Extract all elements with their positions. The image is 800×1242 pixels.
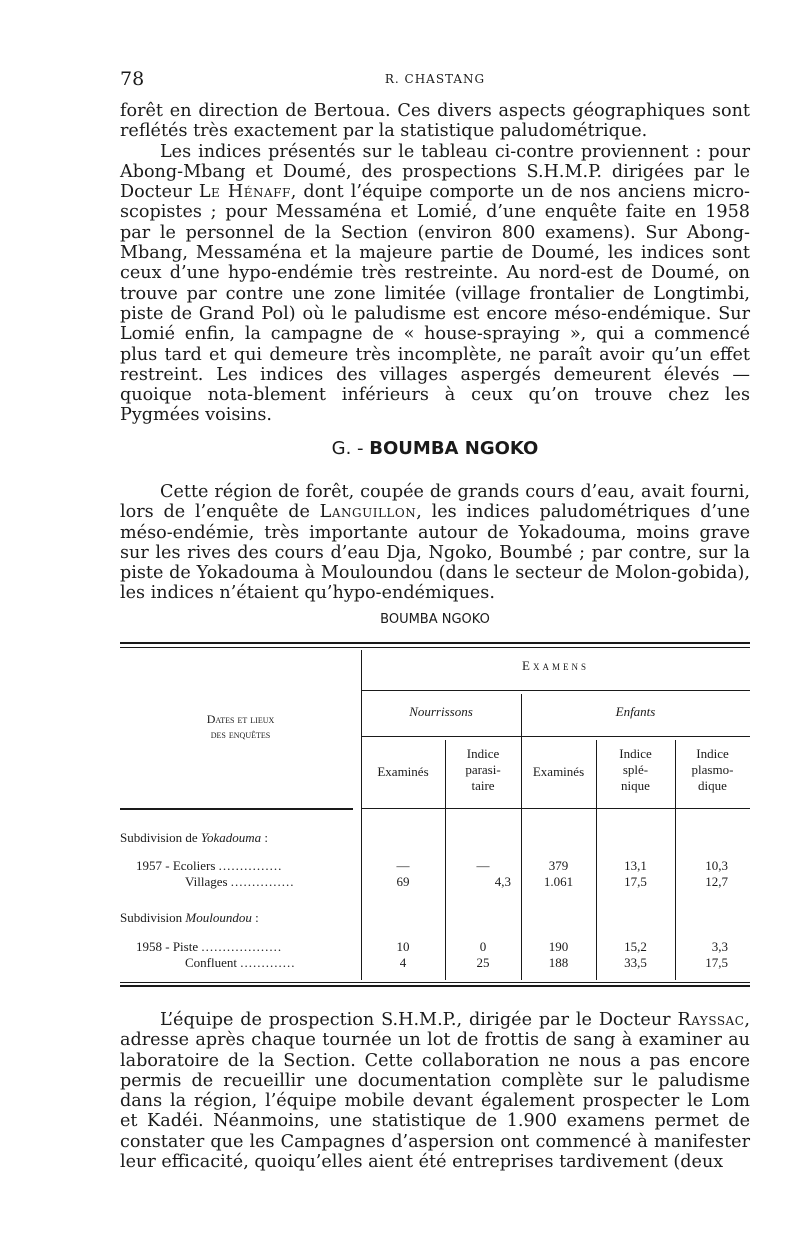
header-rule — [361, 736, 750, 737]
group-heading: Subdivision Mouloundou : — [120, 910, 259, 925]
table-row-label: Confluent ............. — [185, 955, 296, 970]
col-head-indice-parasitaire: Indice parasi- taire — [465, 746, 501, 793]
author-name: Rayssac — [677, 1010, 745, 1030]
paragraph: Les indices présentés sur le tableau ci-contre proviennent : pour Abong-Mbang et Doumé, des prospections S.H.M.P. dirigées par le Docteur Le Hénaff, dont l’équipe comporte un de nos anciens micro-scopistes ; pour Messaména et Lomié, d’une enquête faite en 1958 par le personnel de la Section (environ 800 examens). Sur Abong-Mbang, Messaména et la majeure partie de Doumé, les indices sont ceux d’une hypo-endémie très restreinte. Au nord-est de Doumé, on trouve par contre une zone limitée (village frontalier de Longtimbi, piste de Grand Pol) où le paludisme est encore méso-endémique. Sur Lomié enfin, la campagne de « house-spraying », qui a commencé plus tard et qui demeure très incomplète, ne paraît avoir qu’un effet restreint. Les indices des villages aspergés demeurent élevés — quoique nota-blement inférieurs à ceux qu’on trouve chez les Pygmées voisins. — [120, 141, 750, 426]
page-number: 78 — [120, 68, 145, 90]
body-text-bottom — [120, 1010, 750, 1172]
header-rule — [361, 808, 750, 809]
table-cell: 4,3 — [494, 874, 511, 889]
table-cell: 69 — [396, 874, 410, 889]
data-table — [120, 642, 750, 987]
table-cell: 379 — [548, 858, 569, 873]
table-cell: 12,7 — [705, 874, 728, 889]
table-row-label: Villages ............... — [185, 874, 295, 889]
table-cell: 25 — [476, 955, 490, 970]
section-heading: G. - BOUMBA NGOKO — [331, 438, 539, 459]
table-cell: 0 — [479, 939, 487, 954]
table-cell: 13,1 — [624, 858, 647, 873]
enfants-heading: Enfants — [615, 704, 656, 719]
col-head-examines-enfants: Examinés — [532, 764, 585, 779]
table-cell: 3,3 — [711, 939, 728, 954]
header-rule — [361, 690, 750, 691]
table-rule-bottom — [120, 985, 750, 987]
table-cell: — — [476, 858, 490, 873]
table-caption: BOUMBA NGOKO — [380, 612, 490, 627]
paragraph: forêt en direction de Bertoua. Ces divers aspects géographiques sont reflétés très exactement par la statistique paludométrique. — [120, 101, 750, 142]
col-head-examines-nourrissons: Examinés — [377, 764, 429, 779]
col-head-indice-splenique: Indice splé- nique — [619, 746, 652, 793]
nourrissons-heading: Nourrissons — [409, 704, 473, 719]
table-cell: 10 — [396, 939, 410, 954]
table-cell: 17,5 — [624, 874, 647, 889]
header-rule — [120, 808, 353, 810]
table-cell: 17,5 — [705, 955, 728, 970]
table-cell: 10,3 — [705, 858, 728, 873]
table-cell: 190 — [548, 939, 569, 954]
table-cell: 1.061 — [543, 874, 574, 889]
table-row-label: 1957 - Ecoliers ............... — [136, 858, 283, 873]
table-rule-top-thin — [120, 647, 750, 648]
table-cell: 188 — [548, 955, 569, 970]
table-rule-top — [120, 642, 750, 644]
col-head-indice-plasmodique: Indice plasmo- dique — [691, 746, 734, 793]
examens-heading: Examens — [522, 658, 589, 673]
running-head — [120, 68, 750, 92]
running-title: R. CHASTANG — [384, 72, 486, 86]
table-cell: 4 — [399, 955, 407, 970]
author-name: Languillon — [319, 502, 417, 523]
group-heading: Subdivision de Yokadouma : — [120, 830, 268, 845]
table-cell: 15,2 — [624, 939, 647, 954]
author-name: Le Hénaff — [198, 182, 291, 203]
dates-heading: Dates et lieux des enquêtes — [206, 712, 275, 741]
body-text-middle — [120, 482, 750, 604]
table-row-label: 1958 - Piste ................... — [136, 939, 283, 954]
paragraph: Cette région de forêt, coupée de grands cours d’eau, avait fourni, lors de l’enquête de Languillon, les indices paludométriques d’une méso-endémie, très importante autour de Yokadouma, moins grave sur les rives des cours d’eau Dja, Ngoko, Boumbé ; par contre, sur la piste de Yokadouma à Mouloundou (dans le secteur de Molon-gobida), les indices n’étaient qu’hypo-endémiques. — [120, 482, 750, 604]
table-rule-bottom-thin — [120, 982, 750, 983]
table-cell: 33,5 — [624, 955, 647, 970]
paragraph: L’équipe de prospection S.H.M.P., dirigée par le Docteur Rayssac, adresse après chaque tournée un lot de frottis de sang à examiner au laboratoire de la Section. Cette collaboration ne nous a pas encore permis de recueillir une documentation complète sur le paludisme dans la région, l’équipe mobile devant également prospecter le Lom et Kadéi. Néanmoins, une statistique de 1.900 examens permet de constater que les Campagnes d’aspersion ont commencé à manifester leur efficacité, quoiqu’elles aient été entreprises tardivement (deux — [120, 1010, 750, 1173]
table-cell: — — [396, 858, 410, 873]
body-text-top — [120, 101, 750, 426]
column-divider — [361, 650, 362, 980]
